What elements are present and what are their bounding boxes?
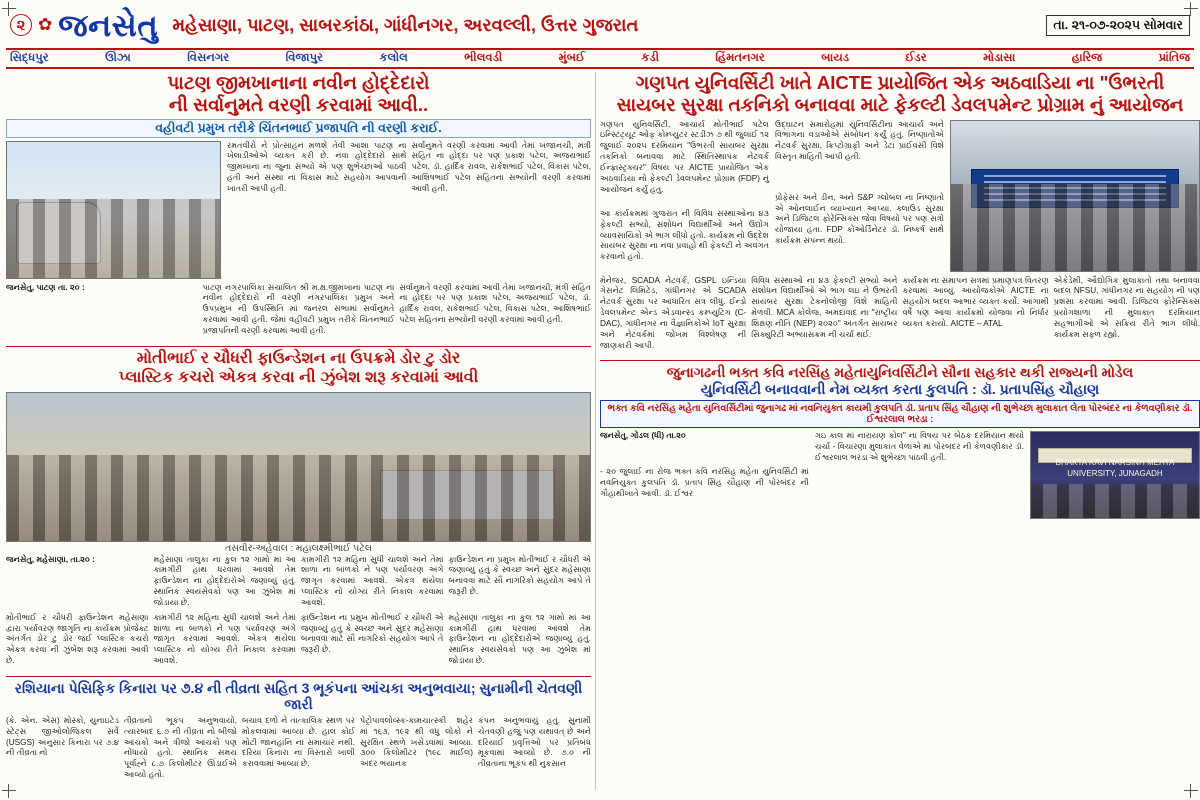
article-photo-wrap — [950, 120, 1200, 272]
right-column — [600, 72, 1200, 790]
paragraph: એકેડેમી, ઔદ્યોગિક મુલાકાતો તથા બનાવવા બદલ NFSU, ગાંધીનગર ના સહયોગ ની પણ પ્રશંસા કરવામાં આવી. ડિજિટલ ફોરેન્સિક્સ પ્રયોગશાળા ની મુલાકાત દરમિયાન સહભાગીઓ એ સક્રિય રીતે ભાગ લીધો. કાર્યક્રમ સફળ રહ્યો. — [1053, 275, 1200, 339]
article-body-cont — [6, 613, 591, 671]
article-ganpat-university-fdp — [600, 72, 1200, 355]
paragraph: સર્વાનુમતે વરણી કરવામાં આવી તેમાં ખજાનચી, મંત્રી સહિત ના હોદ્દા પર પણ પ્રકાશ પટેલ, અજયભાઈ પટેલ, ડૉ. હાર્દિક રાવલ, રાકેશભાઈ પટેલ, વિકાસ પટેલ, આશિષભાઈ પટેલ સહિતના સભ્યોની વરણી કરવામાં આવી હતી. — [399, 282, 591, 325]
paper-title: જનસેતુ — [58, 7, 159, 43]
city-item: હિંમતનગર — [715, 52, 765, 64]
article-russia-earthquake — [6, 680, 591, 785]
body-grid — [6, 72, 1200, 779]
article-body-col-1 — [600, 120, 769, 272]
article-body-col-2 — [775, 120, 944, 272]
sub-headline: વહીવટી પ્રમુખ તરીકે ચિંતનભાઈ પ્રજાપતિ ની વરણી કરાઈ. — [6, 119, 591, 138]
byline: જનસેતુ, મહેસાણા, તા.૨૦ : — [6, 554, 95, 564]
paragraph: આ કાર્યક્રમમાં ગુજરાત ની વિવિધ સંસ્થાઓના ૪૩ ફેકલ્ટી સભ્યો, સંશોધન વિદ્યાર્થીઓ અને ઉદ્યોગ વ્યાવસાયિકો એ ભાગ લીધો હતો. કાર્યક્રમ નો ઉદ્દેશ સાયબર સુરક્ષા ના નવા પ્રવાહો થી ફેકલ્ટી ને અવગત કરવાનો હતો. — [600, 208, 769, 262]
paragraph: - ૨૦ જુલાઈ ના રોજ ભક્ત કવિ નરસિંહ મહેતા યુનિવર્સિટી માં નવનિયુક્ત કુલપતિ ડૉ. પ્રતાપ સિંહ ચૌહાણ ની પોરબંદર ની ગૌહાથીખાતે આવી. ડૉ. ઈશ્વર — [600, 467, 809, 498]
paragraph: ઉદ્ઘાટન સમારોહમાં યુનિવર્સિટીના આચાર્ય અને વિભાગના વડાઓએ સંબોધન કર્યું હતું. નિષ્ણાતોએ નેટવર્ક સુરક્ષા, ક્રિપ્ટોગ્રાફી અને ડેટા પ્રાઈવસી વિશે વિસ્તૃત માહિતી આપી હતી. — [775, 119, 944, 162]
article-body-lower — [600, 276, 1200, 356]
paragraph: ફાઉન્ડેશન ના પ્રમુખ મોતીભાઈ ર ચૌધરી એ જણાવ્યું હતું કે સ્વચ્છ અને સુંદર મહેસાણા બનાવવા માટે સૌ નાગરિકો સહયોગ આપે તે જરૂરી છે. — [448, 554, 591, 597]
city-item: ભીલવડી — [464, 52, 503, 64]
paragraph: તીવ્રતાનો ભૂકંપ અનુભવાયો, ત્યારબાદ ૬.૭ ની તીવ્રતા નો બીજો આંચકો અને ત્રીજો આંચકો પણ નોંધાયો હતો. સ્થાનિક સમય પૂર્વાહ્ને ૮.૭ કિલોમીટર ઊંડાઈએ આવ્યો હતો. — [124, 715, 237, 779]
paragraph: કામગીરી ૧૨ મહિના સુધી ચાલશે અને તેમાં શાળા ના બાળકો ને પણ પર્યાવરણ અંગે જાગૃત કરવામાં આવશે. એકત્ર થયેલા પ્લાસ્ટિક નો યોગ્ય રીતે નિકાલ કરવામાં આવશે. — [301, 554, 444, 607]
headline-line-2: પ્લાસ્ટિક કચરો એકત્ર કરવા ની ઝુંબેશ શરૂ કરવામાં આવી — [118, 368, 479, 386]
article-body-col-1 — [600, 431, 809, 519]
byline: જનસેતુ, પાટણ તા. ૨૦ : — [6, 282, 85, 292]
city-item: કડી — [641, 52, 659, 64]
issue-date: તા. ૨૧-૦૭-૨૦૨૫ સોમવાર — [1046, 15, 1190, 36]
photo-people-shape — [1031, 484, 1199, 518]
city-item: ઈડર — [905, 52, 927, 64]
headline-line-2: ની સર્વાનુમતે વરણી કરવામાં આવી.. — [168, 93, 429, 115]
paragraph: કંપન અનુભવાયું હતું. સુનામી ચેતવણી હજુ પણ યથાવત્ છે અને દરિયાઈ પ્રવૃત્તિઓ પર પ્રતિબંધ મૂકવામાં આવ્યો છે. ૭.૦ ની તીવ્રતાના ભૂકંપ થી નુકસાન — [478, 715, 591, 769]
section-divider — [6, 346, 591, 347]
paragraph: પેટ્રોપાવલોવ્સ્ક-કામચાત્સ્કી શહેર માં ૧૬૩, ૧૯૨ થી વધુ લોકો ને સુરક્ષિત સ્થળે ખસેડવામાં આવ્યા. ૩૦૦ કિલોમીટર (૧૯૮ માઈલ) અંદર ભયાનક — [360, 715, 473, 769]
article-body-col-2 — [815, 431, 1024, 519]
article-photo-door-to-door — [6, 392, 591, 542]
article-body — [6, 555, 591, 613]
paragraph: બચાવ દળો ને તાત્કાલિક સ્થળ પર મોકલવામાં આવ્યા છે. હાલ કોઈ મોટી જાનહાનિ ના સમાચાર નથી. દરિયા કિનારા ના વિસ્તારો ખાલી કરાવવામાં આવ્યા છે. — [242, 715, 355, 769]
paragraph: ગઇ કાલ માં નારાયણ કોલ" ના વિષય પર બેઠક દરમિયાન થયો ચર્ચા - વિચારણા મુલાકાત વેળાએ માં પોરબંદર ની કેળવણીકાર ડૉ. ઈશ્વરલાલ ભરડા એ શુભેચ્છા પાઠવી હતી. — [815, 431, 1024, 463]
photo-people-shape — [951, 184, 1199, 271]
paragraph: ગણપત યુનિવર્સિટી, આચાર્ય મોતીભાઈ પટેલ ઇન્સ્ટિટ્યૂટ ઓફ કોમ્પ્યુટર સ્ટડીઝ ૭ થી જુલાઈ ૧૨ જુલાઈ ૨૦૨૫ દરમિયાન "ઉભરતી સાયબર સુરક્ષા તકનિકો બનાવવા માટે સ્થિતિસ્થાપક નેટવર્ક ઈન્ફ્રાસ્ટ્રક્ચર" વિષય પર AICTE પ્રાયોજિત એક અઠવાડિયા નો ફેકલ્ટી ડેવલપમેન્ટ પ્રોગ્રામ (FDP) નું આયોજન કર્યું હતું. — [600, 119, 769, 194]
sub-headline: ભક્ત કવિ નરસિંહ મહેતા યુનિવર્સિટીમાં જુનાગઢ માં નવનિયુક્ત કાયમી કુલપતિ ડૉ. પ્રતાપ સિંહ ચૌહાણ ની શુભેચ્છા મુલાકાત લેતા પોરબંદર ના કેળવણીકાર ડૉ. ઈશ્વરલાલ ભરડા : — [600, 400, 1200, 428]
registration-mark-icon — [1184, 2, 1198, 16]
article-narsinh-mehta-university — [600, 364, 1200, 519]
city-item: મોડાસા — [983, 52, 1016, 64]
headline-line-2: યુનિવર્સિટી બનાવવાની નેમ વ્યક્ત કરતા કુલપતિ : ડૉ. પ્રતાપસિંહ ચૌહાણ — [700, 380, 1100, 397]
city-item: કલોલ — [379, 52, 408, 64]
article-body — [227, 141, 591, 279]
paragraph: ફાઉન્ડેશન ના પ્રમુખ મોતીભાઈ ર ચૌધરી એ જણાવ્યું હતું કે સ્વચ્છ અને સુંદર મહેસાણા બનાવવા માટે સૌ નાગરિકો સહયોગ આપે તે જરૂરી છે. — [301, 612, 444, 655]
paragraph: કામગીરી ૧૨ મહિના સુધી ચાલશે અને તેમાં શાળા ના બાળકો ને પણ પર્યાવરણ અંગે જાગૃત કરવામાં આવશે. એકત્ર થયેલા પ્લાસ્ટિક નો યોગ્ય રીતે નિકાલ કરવામાં આવશે. — [153, 612, 296, 665]
masthead-left — [10, 7, 639, 43]
headline-line-2: સાયબર સુરક્ષા તકનિકો બનાવવા માટે ફેકલ્ટી ડેવલપમેન્ટ પ્રોગ્રામ નું આયોજન — [616, 93, 1184, 115]
photo-caption: તસવીર-અહેવાલ : મહાલક્ષ્મીભાઈ પટેલ — [224, 542, 373, 554]
section-divider — [6, 676, 591, 677]
paragraph: મહેસાણા તાલુકા ના કુલ ૧૨ ગામો માં આ કામગીરી હાથ ધરવામાં આવશે તેમ ફાઉન્ડેશન ના હોદ્દેદારોએ જણાવ્યું હતું. સ્થાનિક સ્વયંસેવકો પણ આ ઝુંબેશ માં જોડાયા છે. — [153, 554, 296, 607]
city-item: બાયડ — [821, 52, 850, 64]
photo-people-shape — [7, 455, 590, 541]
paragraph: સર્વાનુમતે વરણી કરવામાં આવી તેમાં ખજાનચી, મંત્રી સહિત ના હોદ્દા પર પણ પ્રકાશ પટેલ, અજયભાઈ પટેલ, ડૉ. હાર્દિક રાવલ, રાકેશભાઈ પટેલ, વિકાસ પટેલ, આશિષભાઈ પટેલ સહિતના સભ્યોની વરણી કરવામાં આવી હતી. — [411, 140, 591, 193]
masthead-subtitle: મહેસાણા, પાટણ, સાબરકાંઠા, ગાંધીનગર, અરવલ્લી, ઉત્તર ગુજરાત — [172, 14, 639, 35]
article-photo-wrap — [1030, 431, 1200, 519]
byline: જનસેતુ, ગોંડલ (ધી) તા.૨૦ — [600, 431, 686, 441]
article-photo-fdp-group — [950, 120, 1200, 272]
photo-people-shape — [7, 199, 220, 278]
paragraph: રમતવીરો ને પ્રોત્સાહન મળશે તેવી આશા પાટણ ના ખેલાડીઓએ વ્યક્ત કરી છે. નવા હોદ્દેદારો સાથે જીમખાના ના જુના સભ્યો એ પણ શુભેચ્છાઓ પાઠવી હતી અને સંસ્થા ના વિકાસ માટે સહયોગ આપવાની ખાતરી આપી હતી. — [227, 140, 407, 193]
city-item: ઊંઝા — [105, 52, 131, 64]
article-motibhai-foundation — [6, 350, 591, 671]
headline-line-1: જુનાગઢની ભક્ત કવિ નરસિંહ મહેતાયુનિવર્સિટીને સૌના સહકાર થકી રાજ્યની મોડેલ — [666, 364, 1134, 381]
city-strip — [6, 50, 1194, 69]
section-divider — [600, 360, 1200, 361]
headline-line-1: ગણપત યુનિવર્સિટી ખાતે AICTE પ્રાયોજિત એક અઠવાડિયા ના "ઉભરતી — [635, 72, 1165, 93]
city-item: પ્રાંતિજ — [1158, 52, 1190, 64]
headline-line-1: પાટણ જીમખાનાના નવીન હોદ્દેદારો — [167, 72, 430, 93]
paragraph: પ્રોફેસર અને ડીન, અને S&P ગ્લોબલ ના નિષ્ણાતો એ ઓનલાઈન વ્યાખ્યાન આપ્યા. ક્લાઉડ સુરક્ષા અને ડિજિટલ ફોરેન્સિક્સ જેવા વિષયો પર પણ સત્રો યોજાયા હતા. FDP કોઓર્ડિનેટર ડૉ. નિષ્કર્ષ સાથે કાર્યક્રમ સંપન્ન થયો. — [775, 192, 944, 246]
article-body-lower — [6, 283, 591, 341]
paragraph: કાર્યક્રમ ના સમાપન સત્રમાં પ્રમાણપત્ર વિતરણ કરવામાં આવ્યું. આયોજકોએ AICTE ના સહયોગ બદલ આભાર વ્યક્ત કર્યો. આગામી વર્ષે પણ આવા કાર્યક્રમો યોજવા નો નિર્ધાર વ્યક્ત કરાયો. AICTE – ATAL — [902, 275, 1049, 328]
headline-line-1: મોતીભાઈ ર ચૌધરી ફાઉન્ડેશન ના ઉપક્રમે ડોર ટુ ડોર — [136, 349, 461, 367]
photo-banner-text: BHAKTA KAVI NARSINH MEHTA UNIVERSITY, JUNAGADH — [1055, 458, 1175, 478]
paragraph: મેનેજર, SCADA નેટવર્ક, GSPL ઇન્ડિયા ગેસનેટ લિમિટેડ, ગાંધીનગર એ SCADA નેટવર્ક સુરક્ષા પર આધારિત સત્ર લીધું. ઈન્ડો ડેવલપમેન્ટ એન્ડ એડવાન્સ્ડ કમ્પ્યુટિંગ (C-DAC), ગાંધીનગર ના વૈજ્ઞાનિકોએ IoT સુરક્ષા અને નેટવર્કમાં જોખમ વિશ્લેષણ ની જાણકારી આપી. — [600, 275, 747, 350]
city-item: હારિજ — [1071, 52, 1103, 64]
article-patan-gymkhana — [6, 72, 591, 341]
article-body — [6, 716, 591, 785]
city-item: મુંબઈ — [558, 52, 585, 64]
city-item: સિદ્ધપુર — [10, 52, 49, 64]
headline: રશિયાના પેસિફિક કિનારા પર ૭.૪ ની તીવ્રતા સહિત 3 ભૂકંપના આંચકા અનુભવાયા; સુનામીની ચેતવણી જારી — [14, 679, 583, 713]
paragraph: પાટણ નગરપાલિકા સંચાલિત શ્રી મ.ક્ષ.જીમખાના પાટણ ના નવીન હોદ્દેદારો ની વરણી નગરપાલિકા પ્રમુખ અને ઉપપ્રમુખ ની ઉપસ્થિતિ માં જનરલ સભામાં સર્વાનુમતે કરવામાં આવી હતી. જેમાં વહીવટી પ્રમુખ તરીકે ચિંતનભાઈ પ્રજાપતિની વરણી કરવામાં આવી હતી. — [202, 282, 395, 335]
article-photo-officials — [6, 141, 221, 279]
paragraph: મહેસાણા તાલુકા ના કુલ ૧૨ ગામો માં આ કામગીરી હાથ ધરવામાં આવશે તેમ ફાઉન્ડેશન ના હોદ્દેદારોએ જણાવ્યું હતું. સ્થાનિક સ્વયંસેવકો પણ આ ઝુંબેશ માં જોડાયા છે. — [448, 612, 591, 665]
city-item: વિસનગર — [187, 52, 230, 64]
paragraph: વિવિધ સંસ્થાઓ ના ૪૩ ફેકલ્ટી સભ્યો અને સંશોધન વિદ્યાર્થીઓ એ ભાગ લઇ ને ઉભરતી સાયબર સુરક્ષા ટેકનોલોજી વિશે માહિતી મેળવી. MCA કોલેજ, અમદાવાદ ના "રાષ્ટ્રીય શિક્ષણ નીતિ (NEP) ૨૦૨૦" અંતર્ગત સાયબર સિક્યુરિટી અભ્યાસક્રમ ની ચર્ચા થઈ. — [751, 275, 898, 339]
masthead — [6, 4, 1194, 50]
paragraph: (કે. એન. એસ) મોસ્કો, યુનાઇટેડ સ્ટેટ્સ જીઓલોજિકલ સર્વે (USGS) અનુસાર કિનારા પર ૭.૪ ની તીવ્રતા નો — [6, 715, 119, 758]
left-column — [6, 72, 596, 790]
flower-logo-icon: ✿ — [38, 15, 53, 34]
paragraph: મોતીભાઈ ર ચૌધરી ફાઉન્ડેશન મહેસાણા દ્વારા પર્યાવરણ જાગૃતિ ના કાર્યક્રમ પ્રોજેક્ટ અંતર્ગત ડોર ટુ ડોર જઈ પ્લાસ્ટિક કચરો એકત્ર કરવા ની ઝુંબેશ શરૂ કરવામાં આવી છે. — [6, 612, 149, 665]
registration-mark-icon — [2, 2, 16, 16]
page-number: ૨ — [10, 14, 32, 36]
article-photo-university-event — [1030, 431, 1200, 519]
city-item: વિજાપુર — [285, 52, 323, 64]
